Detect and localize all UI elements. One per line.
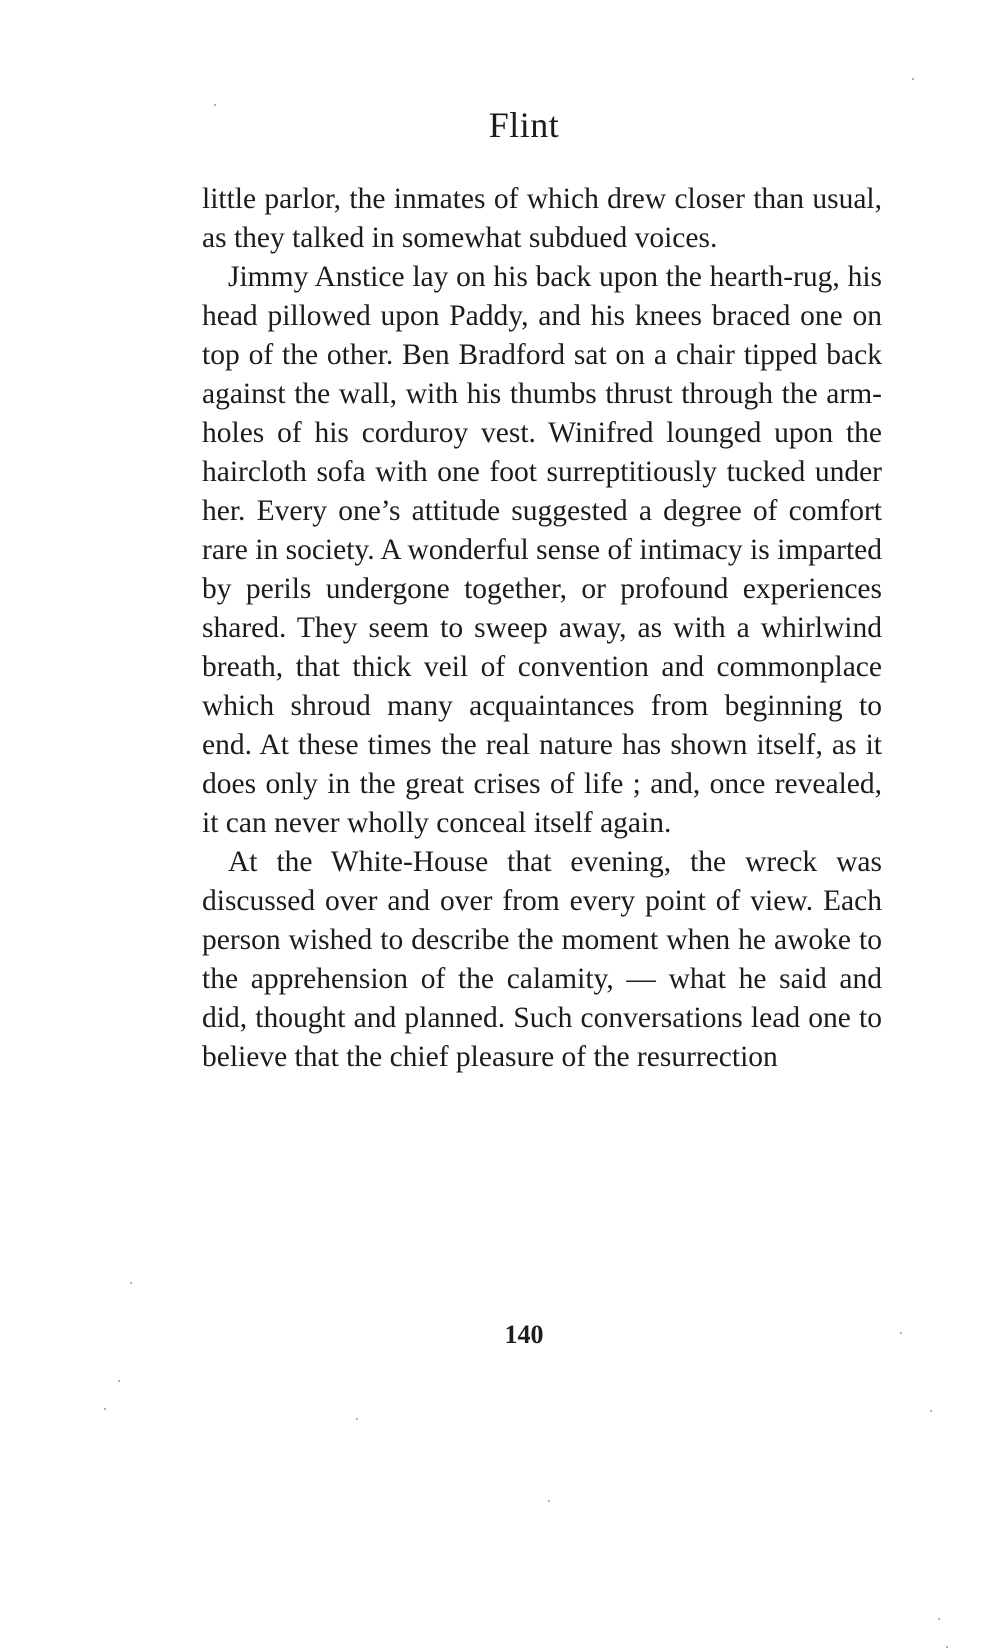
scan-speck: [946, 1646, 948, 1648]
scan-speck: [356, 1418, 358, 1420]
paragraph: Jimmy Anstice lay on his back upon the hearth-rug, his head pillowed upon Paddy, and his knees braced one on top of the other. Ben Bradford sat on a chair tipped back against the wall, with his thumbs thrust through the arm-holes of his corduroy vest. Winifred lounged upon the haircloth sofa with one foot surreptitiously tucked under her. Every one’s attitude suggested a degree of comfort rare in society. A wonderful sense of intimacy is imparted by perils undergone together, or profound experiences shared. They seem to sweep away, as with a whirlwind breath, that thick veil of convention and commonplace which shroud many acquaintances from beginning to end. At these times the real nature has shown itself, as it does only in the great crises of life ; and, once revealed, it can never wholly conceal itself again.: [202, 261, 882, 839]
scan-speck: [938, 1618, 940, 1620]
page-number: 140: [504, 1320, 544, 1349]
scan-speck: [130, 1282, 132, 1284]
scan-speck: [912, 78, 914, 80]
scan-speck: [104, 1408, 106, 1410]
scan-speck: [118, 1380, 120, 1382]
scan-speck: [930, 1410, 932, 1412]
running-head: Flint: [488, 105, 560, 145]
scan-speck: [548, 1500, 550, 1502]
scan-speck: [900, 1332, 902, 1334]
paragraph: At the White-House that evening, the wreck was discussed over and over from every point of view. Each person wished to describe the moment when he awoke to the apprehension of the calamity, — what he said and did, thought and planned. Such conversations lead one to believe that the chief pleasure of the resurrection: [202, 846, 882, 1073]
scan-speck: [214, 104, 216, 106]
paragraph-continued: little parlor, the inmates of which drew closer than usual, as they talked in somewhat subdued voices.: [202, 183, 882, 254]
body-text: [202, 180, 882, 1077]
